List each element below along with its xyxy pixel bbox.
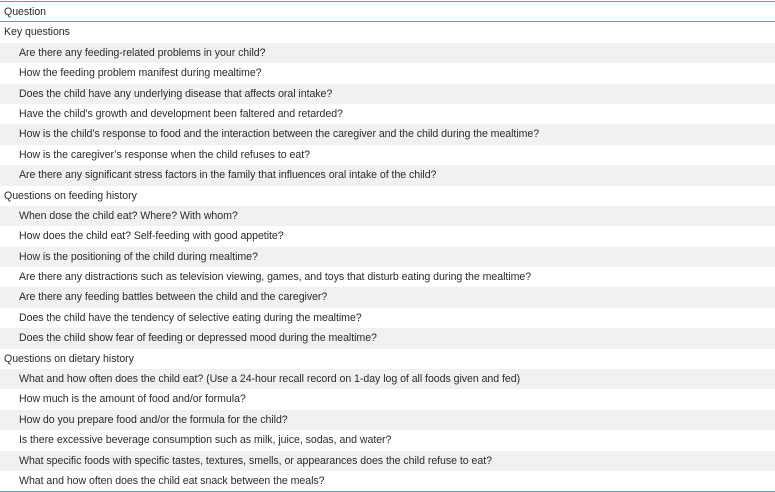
table-row: Have the child’s growth and development been faltered and retarded?	[0, 104, 775, 124]
section-title-dietary-history: Questions on dietary history	[0, 349, 775, 369]
table-row: How is the child’s response to food and the interaction between the caregiver and the child during the mealtime?	[0, 124, 775, 144]
table-row: What and how often does the child eat? (Use a 24-hour recall record on 1-day log of all foods given and fed)	[0, 369, 775, 389]
table-row: What and how often does the child eat snack between the meals?	[0, 471, 775, 491]
table-row: When dose the child eat? Where? With whom?	[0, 206, 775, 226]
table-row: How is the positioning of the child during mealtime?	[0, 247, 775, 267]
table-row: How much is the amount of food and/or formula?	[0, 389, 775, 409]
table-row: Are there any feeding-related problems in your child?	[0, 43, 775, 63]
questions-table	[0, 1, 775, 492]
table-header: Question	[0, 2, 775, 22]
section-title-key-questions: Key questions	[0, 22, 775, 42]
table-row: How the feeding problem manifest during mealtime?	[0, 63, 775, 83]
table-row: Are there any distractions such as television viewing, games, and toys that disturb eating during the mealtime?	[0, 267, 775, 287]
table-row: How does the child eat? Self-feeding with good appetite?	[0, 226, 775, 246]
table-row: Does the child have any underlying disease that affects oral intake?	[0, 84, 775, 104]
table-row: Does the child have the tendency of selective eating during the mealtime?	[0, 308, 775, 328]
section-title-feeding-history: Questions on feeding history	[0, 186, 775, 206]
table-row: How do you prepare food and/or the formula for the child?	[0, 410, 775, 430]
table-row: Does the child show fear of feeding or depressed mood during the mealtime?	[0, 328, 775, 348]
table-row: Are there any significant stress factors in the family that influences oral intake of the child?	[0, 165, 775, 185]
table-row: Are there any feeding battles between the child and the caregiver?	[0, 287, 775, 307]
table-row: What specific foods with specific tastes, textures, smells, or appearances does the child refuse to eat?	[0, 451, 775, 471]
table-row: Is there excessive beverage consumption such as milk, juice, sodas, and water?	[0, 430, 775, 450]
table-row: How is the caregiver’s response when the child refuses to eat?	[0, 145, 775, 165]
